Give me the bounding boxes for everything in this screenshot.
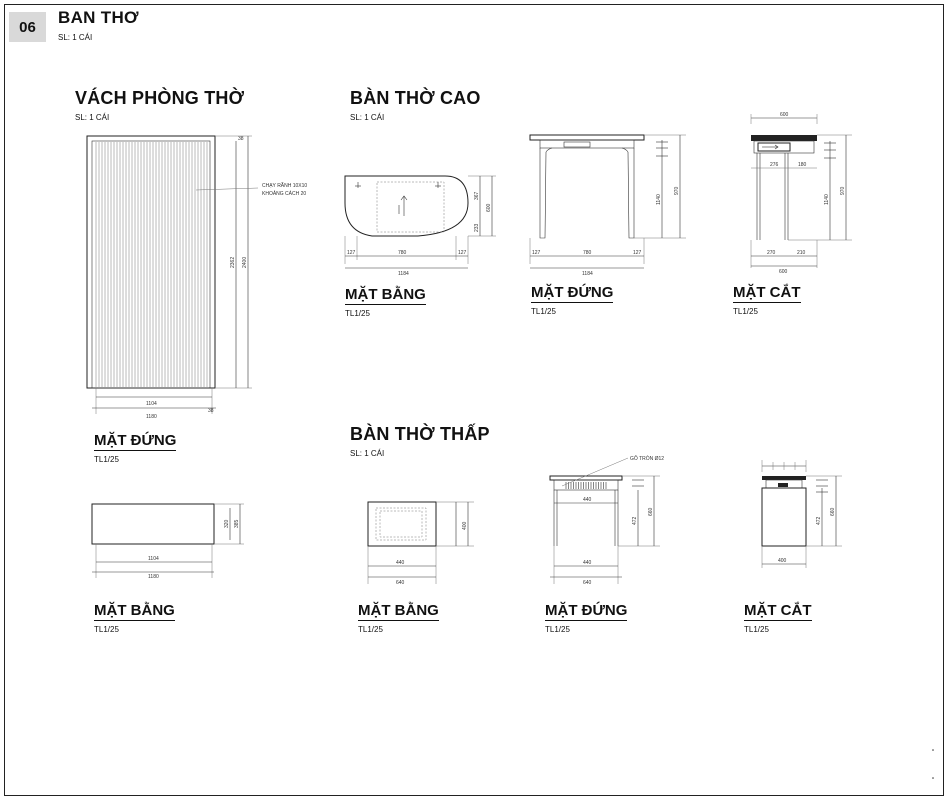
view-scale-cao-plan: TL1/25: [345, 309, 370, 318]
dim-cc-600: 600: [780, 112, 789, 118]
dim-cb-600: 600: [486, 203, 492, 212]
note-vach-groove: CHẠY RÃNH 10X10: [262, 183, 308, 189]
view-label-cao-elevation: MẶT ĐỨNG: [531, 284, 614, 301]
view-label-cao-section: MẶT CẮT: [733, 284, 801, 301]
view-scale-vach-plan: TL1/25: [94, 625, 119, 634]
dim-td-440a: 440: [583, 497, 592, 503]
sheet-quantity: SL: 1 CÁI: [58, 33, 93, 42]
dim-cc-600b: 600: [779, 269, 788, 275]
view-label-cao-plan: MẶT BẰNG: [345, 286, 426, 303]
dim-cd-970: 970: [674, 186, 680, 195]
view-scale-thap-elevation: TL1/25: [545, 625, 570, 634]
view-label-vach-elevation: MẶT ĐỨNG: [94, 432, 177, 449]
thap-section-drawing: [762, 460, 842, 568]
dim-td-660: 660: [648, 507, 654, 516]
dim-tb-440: 440: [396, 560, 405, 566]
view-scale-thap-plan: TL1/25: [358, 625, 383, 634]
thap-plan-drawing: [368, 502, 474, 586]
dim-vach-side-38: 38: [208, 408, 214, 414]
dim-cc-210: 210: [797, 250, 806, 256]
view-scale-thap-section: TL1/25: [744, 625, 769, 634]
view-label-thap-section: MẶT CẮT: [744, 602, 812, 619]
dim-cb-367: 367: [474, 191, 480, 200]
note-vach-spacing: KHOẢNG CÁCH 20: [262, 191, 307, 197]
dim-vach-top-38: 38: [238, 136, 244, 142]
dim-cb-127a: 127: [347, 250, 356, 256]
dim-vb-w-outer: 1180: [148, 574, 159, 580]
note-thap-rod: GỖ TRÒN Ø12: [630, 456, 665, 462]
dim-vach-w-inner: 1104: [146, 401, 157, 407]
section-qty-thap: SL: 1 CÁI: [350, 449, 385, 458]
dim-cd-1184: 1184: [582, 271, 593, 277]
view-scale-cao-elevation: TL1/25: [531, 307, 556, 316]
dim-cd-127a: 127: [532, 250, 541, 256]
view-scale-cao-section: TL1/25: [733, 307, 758, 316]
cao-plan-drawing: [345, 176, 496, 277]
vach-elevation-drawing: [87, 136, 307, 420]
dim-cc-270: 270: [767, 250, 776, 256]
view-scale-vach-elevation: TL1/25: [94, 455, 119, 464]
dim-tc-660: 660: [830, 507, 836, 516]
thap-elevation-drawing: [550, 455, 664, 586]
dim-tb-400: 400: [462, 521, 468, 530]
view-label-thap-elevation: MẶT ĐỨNG: [545, 602, 628, 619]
dim-vb-385: 385: [234, 519, 240, 528]
view-label-vach-plan: MẶT BẰNG: [94, 602, 175, 619]
dim-td-640: 640: [583, 580, 592, 586]
dim-cc-970: 970: [840, 186, 846, 195]
dim-cb-780: 780: [398, 250, 407, 256]
dim-cd-127b: 127: [633, 250, 642, 256]
dim-td-472: 472: [632, 516, 638, 525]
vach-plan-drawing: [92, 504, 244, 580]
sheet-title: BAN THƠ: [58, 8, 139, 27]
cao-elevation-drawing: [530, 135, 686, 277]
dim-cd-1140: 1140: [656, 194, 662, 205]
dim-cb-233: 233: [474, 223, 480, 232]
dim-cc-1140: 1140: [824, 194, 830, 205]
sheet-number: 06: [9, 12, 46, 42]
section-qty-cao: SL: 1 CÁI: [350, 113, 385, 122]
dim-vach-w-outer: 1180: [146, 414, 157, 420]
dim-tb-640: 640: [396, 580, 405, 586]
dim-tc-472: 472: [816, 516, 822, 525]
dim-vb-w-inner: 1104: [148, 556, 159, 562]
section-qty-vach: SL: 1 CÁI: [75, 113, 110, 122]
section-title-thap: BÀN THỜ THẤP: [350, 424, 490, 444]
section-title-cao: BÀN THỜ CAO: [350, 88, 481, 108]
view-label-thap-plan: MẶT BẰNG: [358, 602, 439, 619]
dim-cd-780: 780: [583, 250, 592, 256]
dim-cb-127b: 127: [458, 250, 467, 256]
dim-td-440b: 440: [583, 560, 592, 566]
dim-cb-1184: 1184: [398, 271, 409, 277]
dim-vach-h-inner: 2362: [230, 256, 236, 268]
dim-vb-320: 320: [224, 519, 230, 528]
dim-tc-400: 400: [778, 558, 787, 564]
cao-section-drawing: [751, 112, 852, 275]
dim-vach-h-outer: 2400: [242, 256, 248, 268]
dim-cc-276: 276: [770, 162, 779, 168]
section-title-vach: VÁCH PHÒNG THỜ: [75, 88, 245, 108]
dim-cc-180: 180: [798, 162, 807, 168]
